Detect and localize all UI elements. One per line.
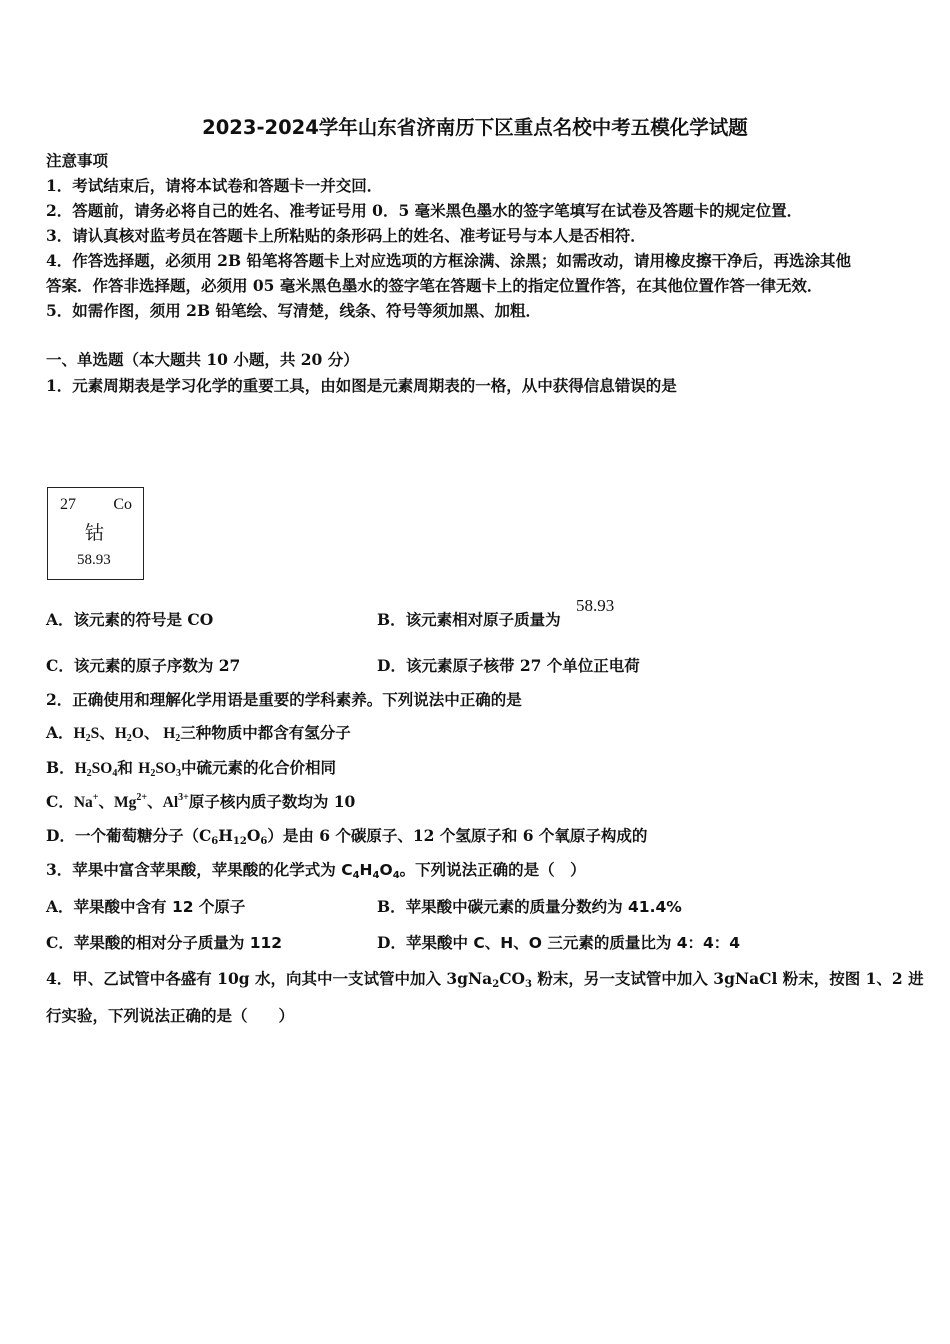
notes-heading: 注意事项 [46, 151, 109, 170]
q2-option-d: D．一个葡萄糖分子$(C_6H_{12}O_6)$是由 6 个碳原子、12 个氢原子和 6 个氧原子构成的 [46, 826, 648, 847]
q3-option-c: C．苹果酸的相对分子质量为 112 [46, 933, 283, 952]
note-item: 2．答题前，请务必将自己的姓名、准考证号用 0．5 毫米黑色墨水的签字笔填写在试卷及答题卡的规定位置． [46, 201, 803, 220]
note-item: 4．作答选择题，必须用 2B 铅笔将答题卡上对应选项的方框涂满、涂黑；如需改动，请用橡皮擦干净后，再选涂其他 [46, 251, 851, 270]
q3-option-a: A．苹果酸中含有 12 个原子 [46, 897, 246, 916]
question-2-stem: 2．正确使用和理解化学用语是重要的学科素养。下列说法中正确的是 [46, 690, 522, 709]
question-4-stem: 4．甲、乙试管中各盛有 10g 水，向其中一支试管中加入 $3gNa_2CO_3$ 粉末，另一支试管中加入 3gNaCl 粉末，按图 1、2 进 [46, 969, 924, 990]
q1-option-b-value: 58.93 [576, 596, 615, 615]
page-title: 2023-2024学年山东省济南历下区重点名校中考五模化学试题 [202, 116, 748, 139]
q1-option-d: D．该元素原子核带 27 个单位正电荷 [377, 656, 640, 675]
note-item: 5．如需作图，须用 2B 铅笔绘、写清楚，线条、符号等须加黑、加粗． [46, 301, 541, 320]
note-item: 1．考试结束后，请将本试卷和答题卡一并交回． [46, 176, 383, 195]
q1-option-a: A．该元素的符号是 CO [46, 610, 214, 629]
element-name: 钴 [85, 522, 105, 544]
q1-option-b: B．该元素相对原子质量为 [377, 610, 561, 629]
element-symbol: Co [113, 496, 132, 513]
q3-option-b: B．苹果酸中碳元素的质量分数约为 41.4% [377, 897, 682, 916]
q3-option-d: D．苹果酸中 C、H、O 三元素的质量比为 4：4：4 [377, 933, 741, 952]
periodic-table-cell [47, 487, 144, 580]
atomic-number: 27 [60, 496, 76, 513]
q1-option-c: C．该元素的原子序数为 27 [46, 656, 241, 675]
question-3-stem: 3．苹果中富含苹果酸，苹果酸的化学式为 $C_4H_4O_4$。下列说法正确的是（ ） [46, 860, 586, 881]
section-heading: 一、单选题（本大题共 10 小题，共 20 分） [46, 350, 359, 369]
note-item: 3．请认真核对监考员在答题卡上所粘贴的条形码上的姓名、准考证号与本人是否相符． [46, 226, 646, 245]
atomic-mass: 58.93 [77, 552, 111, 568]
question-1-stem: 1．元素周期表是学习化学的重要工具，由如图是元素周期表的一格，从中获得信息错误的是 [46, 376, 677, 395]
question-4-stem-line2: 行实验，下列说法正确的是（ ） [46, 1006, 295, 1025]
q2-option-c: C．Na+、$Mg^{2+}$、$Al^{3+}$原子核内质子数均为 10 [46, 792, 356, 811]
q2-option-b: B．$H_2SO_4$和 $H_2SO_3$中硫元素的化合价相同 [46, 758, 337, 779]
note-item: 答案．作答非选择题，必须用 05 毫米黑色墨水的签字笔在答题卡上的指定位置作答，在其他位置作答一律无效． [46, 276, 823, 295]
q2-option-a: A．$H_2S$、$H_2O$、 $H_2$三种物质中都含有氢分子 [46, 723, 351, 744]
